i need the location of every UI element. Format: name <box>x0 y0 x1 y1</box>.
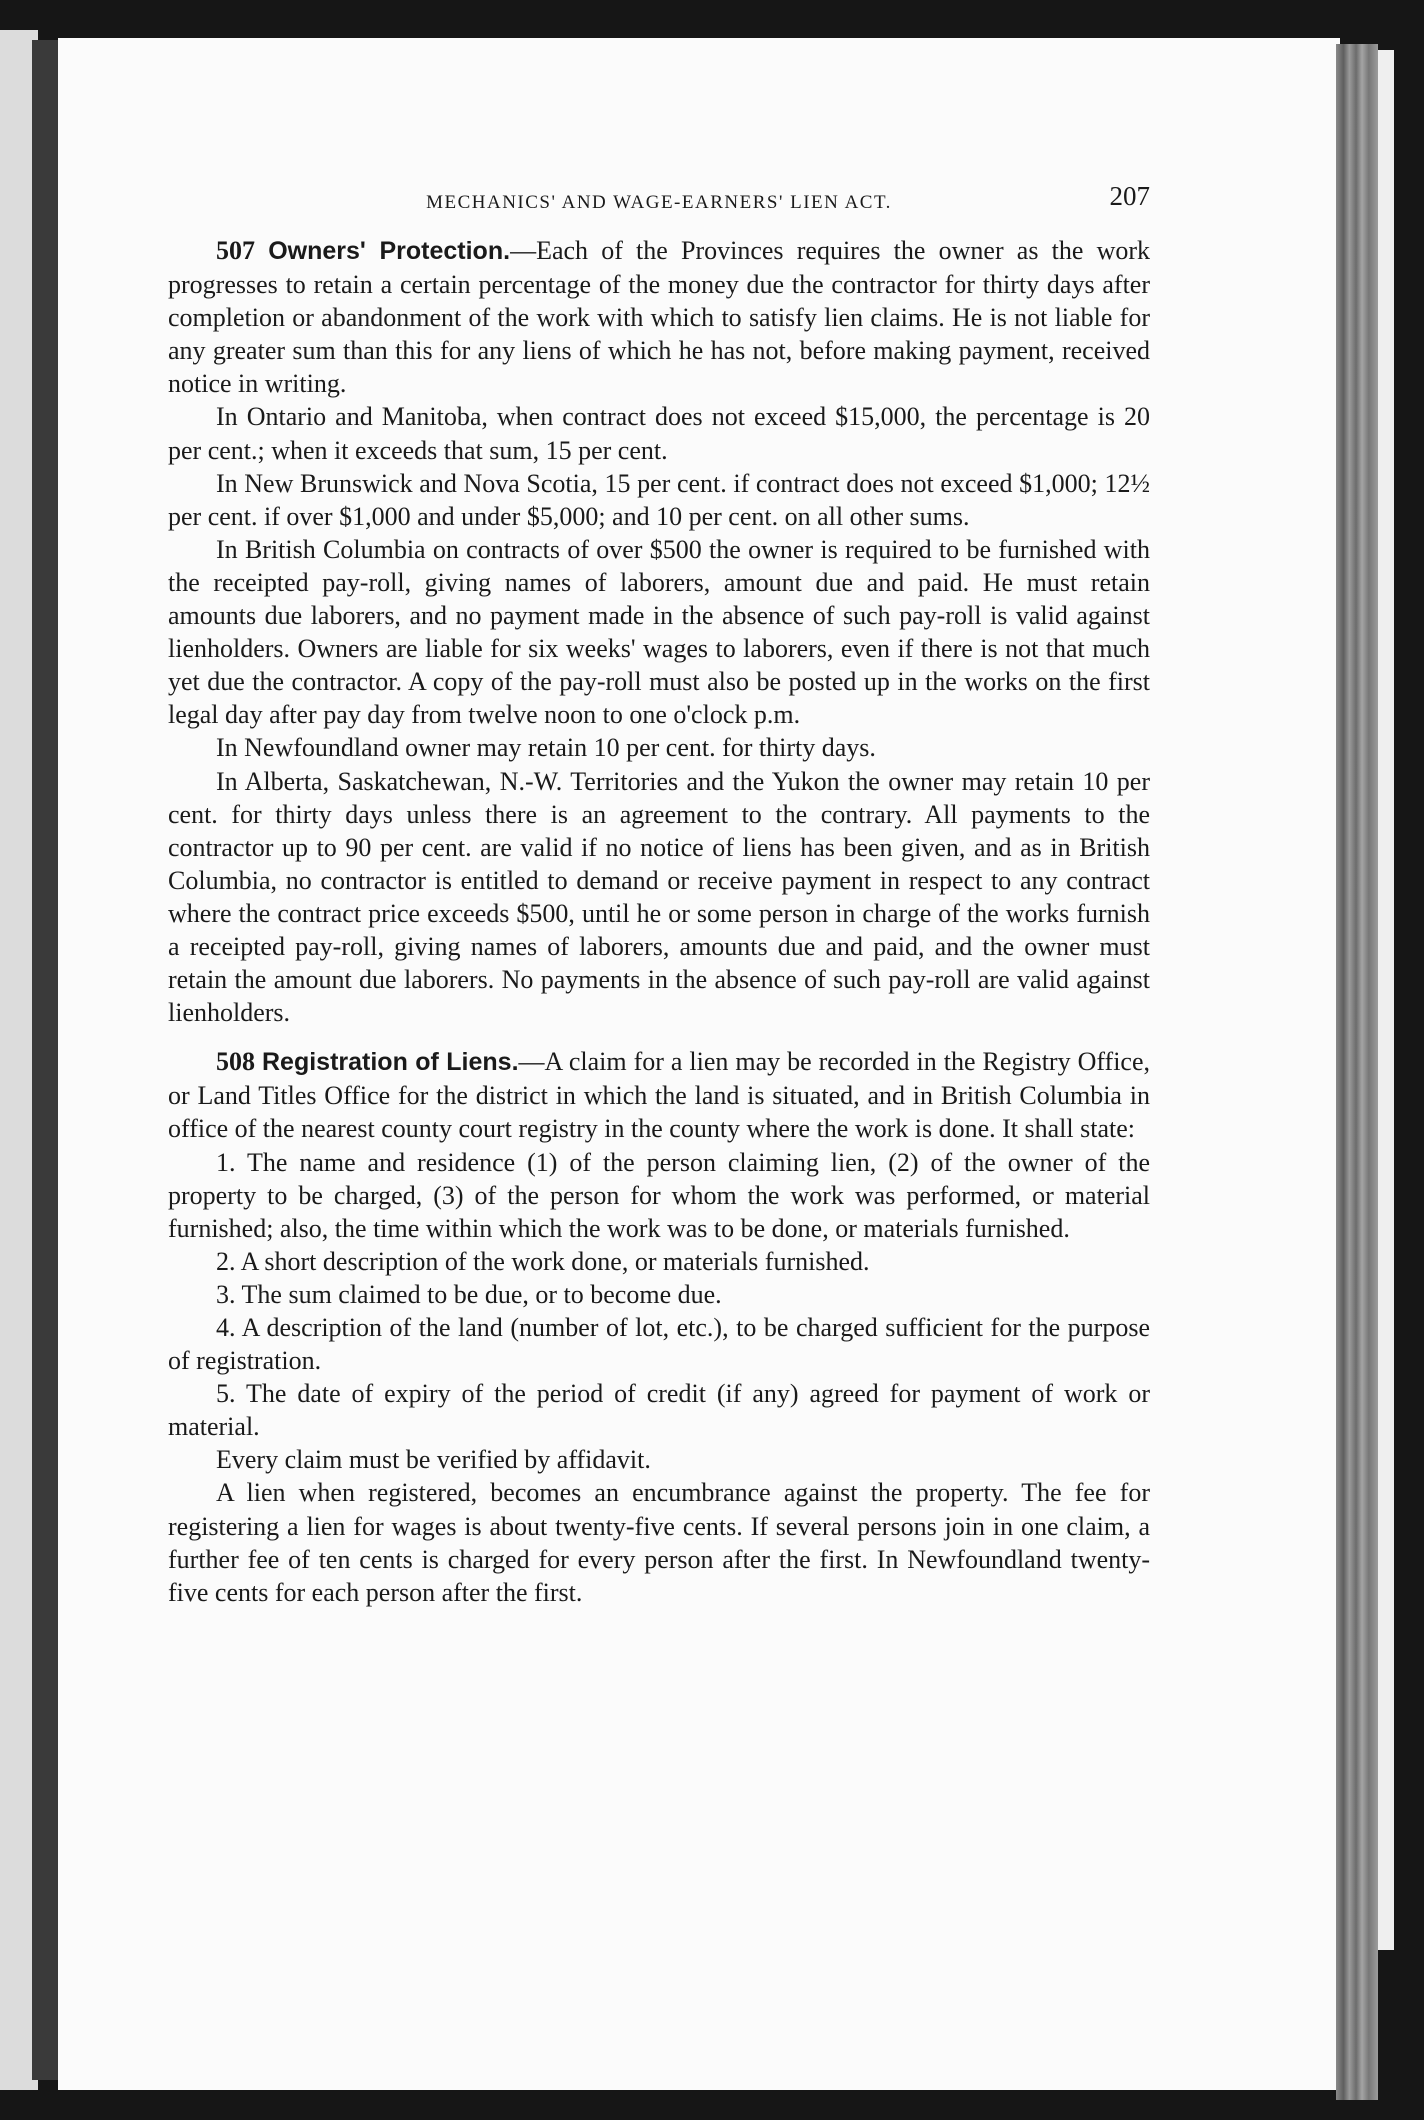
paragraph: In Alberta, Saskatchewan, N.-W. Territories and the Yukon the owner may retain 10 per cent. for thirty days unless there is an agreement to the contrary. All payments to the contractor up to 90 per cent. are valid if no notice of liens has been given, and as in British Columbia, no contractor is entitled to demand or receive payment in respect to any contract where the contract price exceeds $500, until he or some person in charge of the works furnish a receipted pay-roll, giving names of laborers, amounts due and paid, and the owner must retain the amount due laborers. No payments in the absence of such pay-roll are valid against lienholders. <box>168 766 1150 1028</box>
binding-shadow <box>32 40 60 2080</box>
paragraph: In New Brunswick and Nova Scotia, 15 per cent. if contract does not exceed $1,000; 12½ per cent. if over $1,000 and under $5,000; and 10 per cent. on all other sums. <box>168 468 1150 531</box>
running-head <box>168 178 1150 218</box>
section-number: 507 <box>216 236 255 265</box>
section-lead-paragraph <box>168 234 1150 400</box>
section-lead-text: —A claim for a lien may be recorded in the Registry Office, or Land Titles Office for the district in which the land is situated, and in British Columbia in office of the nearest county court registry in the county where the work is done. It shall state: <box>168 1047 1150 1144</box>
back-page-edge <box>1378 50 1394 1950</box>
running-title: MECHANICS' AND WAGE-EARNERS' LIEN ACT. <box>426 192 892 213</box>
page-number: 207 <box>1109 181 1150 211</box>
list-item: 1. The name and residence (1) of the person claiming lien, (2) of the owner of the property to be charged, (3) of the person for whom the work was performed, or material furnished; also, the time within which the work was to be done, or materials furnished. <box>168 1147 1150 1243</box>
paragraph: A lien when registered, becomes an encumbrance against the property. The fee for registering a lien for wages is about twenty-five cents. If several persons join in one claim, a further fee of ten cents is charged for every person after the first. In Newfoundland twenty-five cents for each person after the first. <box>168 1478 1150 1607</box>
paragraph: Every claim must be verified by affidavit. <box>216 1445 651 1475</box>
section-title: Owners' Protection. <box>268 237 511 265</box>
list-item: 3. The sum claimed to be due, or to become due. <box>216 1279 722 1309</box>
paragraph: In Ontario and Manitoba, when contract does not exceed $15,000, the percentage is 20 per cent.; when it exceeds that sum, 15 per cent. <box>168 402 1150 465</box>
list-item: 4. A description of the land (number of lot, etc.), to be charged sufficient for the purpose of registration. <box>168 1313 1150 1376</box>
paragraph: In British Columbia on contracts of over $500 the owner is required to be furnished with the receipted pay-roll, giving names of laborers, amount due and paid. He must retain amounts due laborers, and no payment made in the absence of such pay-roll is valid against lienholders. Owners are liable for six weeks' wages to laborers, even if there is not that much yet due the contractor. A copy of the pay-roll must also be posted up in the works on the first legal day after pay day from twelve noon to one o'clock p.m. <box>168 534 1150 730</box>
section-508 <box>168 1045 1150 1609</box>
paragraph: In Newfoundland owner may retain 10 per cent. for thirty days. <box>216 733 876 763</box>
page-content <box>168 178 1150 1609</box>
section-title: Registration of Liens. <box>261 1048 519 1077</box>
list-item: 5. The date of expiry of the period of credit (if any) agreed for payment of work or material. <box>168 1379 1150 1442</box>
section-lead-paragraph <box>168 1045 1150 1145</box>
section-lead-text: —Each of the Provinces requires the owner as the work progresses to retain a certain percentage of the money due the contractor for thirty days after completion or abandonment of the work with which to satisfy lien claims. He is not liable for any greater sum than this for any liens of which he has not, before making payment, received notice in writing. <box>168 236 1151 399</box>
list-item: 2. A short description of the work done, or materials furnished. <box>216 1246 870 1276</box>
section-number: 508 <box>216 1047 255 1077</box>
section-507 <box>168 234 1150 1029</box>
page-block-edge <box>1336 44 1378 2100</box>
